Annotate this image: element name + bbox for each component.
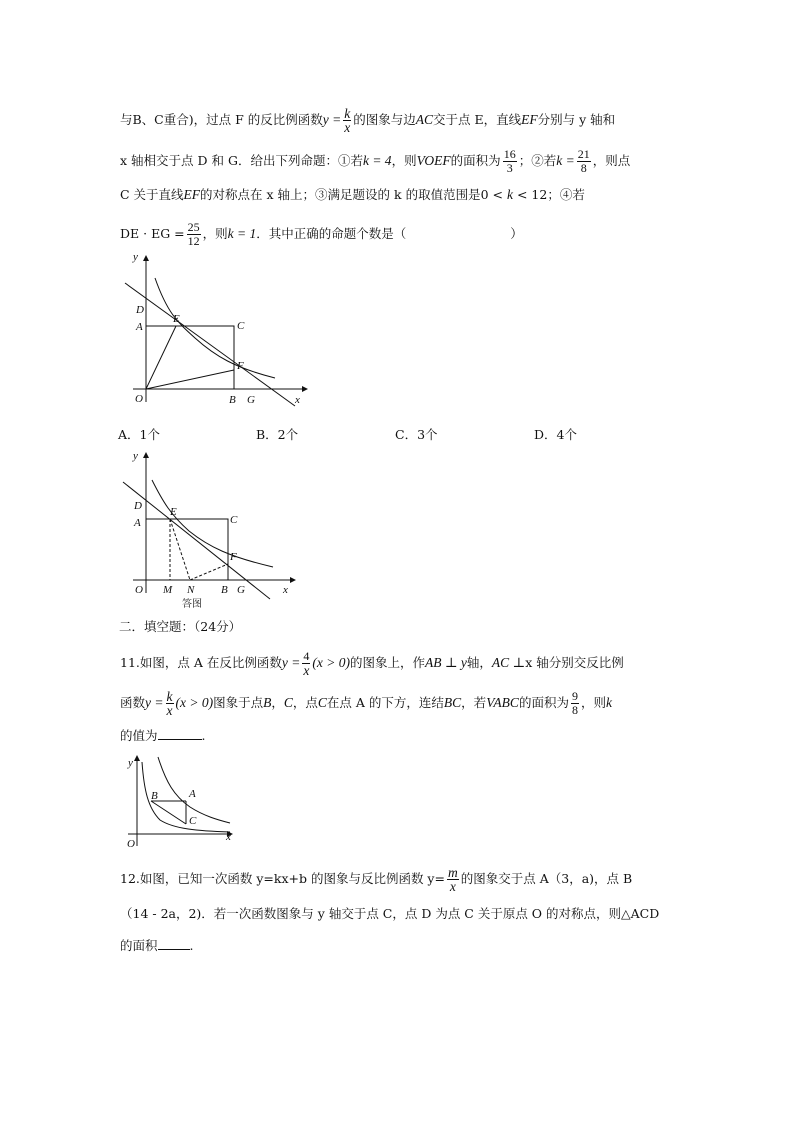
q11-line-3: 的值为 . xyxy=(120,728,206,743)
label-f: F xyxy=(230,551,237,563)
fraction: $\frac{4}{x}$ xyxy=(303,649,310,678)
fraction: $\frac{9}{8}$ xyxy=(571,689,578,717)
rectangle-oabc xyxy=(146,519,228,580)
fraction: $\frac{21}{8}$ xyxy=(577,147,590,175)
label-y: y xyxy=(133,251,138,263)
q10-options xyxy=(118,425,618,445)
q11-line-2: 函数y = $\frac{k}{x}$ (x > 0)图象于点B，C，点C在点 A 的下方，连结BC，若VABC的面积为 $\frac{9}{8}$ ，则k xyxy=(120,689,612,718)
section-heading: 二．填空题：（24分） xyxy=(119,619,242,634)
label-y: y xyxy=(133,450,138,462)
q12-line-1: 12.如图，已知一次函数 y=kx+b 的图象与反比例函数 y= $\frac{m}{x}$ 的图象交于点 A（3，a)，点 B xyxy=(120,865,633,894)
segment-oe xyxy=(146,326,176,389)
label-b: B xyxy=(221,584,228,596)
label-b: B xyxy=(229,394,236,406)
q11-line-1: 11.如图，点 A 在反比例函数y = $\frac{4}{x}$ (x > 0)的图象上，作AB ⊥ y轴，AC ⊥x 轴分别交反比例 xyxy=(120,649,624,678)
label-x: x xyxy=(283,584,288,596)
q12-line-2: （14 - 2a，2)．若一次函数图象与 y 轴交于点 C，点 D 为点 C 关于原点 O 的对称点，则△ACD xyxy=(120,906,660,921)
label-c: C xyxy=(230,514,238,526)
label-d: D xyxy=(134,500,142,512)
label-c: C xyxy=(189,815,197,827)
label-x: x xyxy=(226,831,231,843)
label-b: B xyxy=(151,790,158,802)
label-x: x xyxy=(295,394,300,406)
q10-answer-figure xyxy=(115,447,315,617)
label-o: O xyxy=(135,584,143,596)
line-ef xyxy=(123,482,270,599)
dashed-en xyxy=(170,519,190,580)
fraction: $\frac{k}{x}$ xyxy=(166,689,173,718)
label-g: G xyxy=(247,394,255,406)
fraction: $\frac{16}{3}$ xyxy=(503,147,516,175)
option-b[interactable]: B．2个 xyxy=(256,427,299,442)
label-o: O xyxy=(127,838,135,850)
fraction: $\frac{25}{12}$ xyxy=(187,220,200,248)
label-f: F xyxy=(237,360,244,372)
label-a: A xyxy=(136,321,143,333)
label-d: D xyxy=(136,304,144,316)
segment-of xyxy=(146,370,234,389)
label-e: E xyxy=(170,506,177,518)
q10-line-1: 与B、C重合)，过点 F 的反比例函数y = $\frac{k}{x}$ 的图象与边AC交于点 E，直线EF分别与 y 轴和 xyxy=(120,106,616,135)
answer-blank[interactable] xyxy=(158,937,190,950)
figure-caption: 答图 xyxy=(182,599,202,610)
q10-line-3: C 关于直线EF的对称点在 x 轴上；③满足题设的 k 的取值范围是0 < k < 12；④若 xyxy=(120,187,585,202)
dashed-nf xyxy=(190,564,228,580)
q10-line-2: x 轴相交于点 D 和 G．给出下列命题：①若k = 4，则VOEF的面积为 $\frac{16}{3}$ ；②若k = $\frac{21}{8}$ ，则点 xyxy=(120,147,631,175)
hyperbola-curve xyxy=(152,480,273,567)
label-a: A xyxy=(189,788,196,800)
q11-figure xyxy=(118,752,238,852)
hyperbola-curve xyxy=(155,278,275,378)
label-g: G xyxy=(237,584,245,596)
label-m: M xyxy=(163,584,173,596)
option-a[interactable]: A．1个 xyxy=(118,427,160,442)
answer-blank[interactable] xyxy=(158,727,202,740)
label-c: C xyxy=(237,320,245,332)
label-o: O xyxy=(135,393,143,405)
option-d[interactable]: D．4个 xyxy=(534,427,577,442)
q12-line-3: 的面积 . xyxy=(120,938,194,953)
segment-bc xyxy=(151,801,186,824)
fraction: $\frac{m}{x}$ xyxy=(447,865,458,894)
fraction: $\frac{k}{x}$ xyxy=(344,106,351,135)
label-e: E xyxy=(173,313,180,325)
q10-figure-1 xyxy=(115,250,315,410)
label-y: y xyxy=(128,757,133,769)
label-n: N xyxy=(187,584,195,596)
q10-line-4: DE · EG = $\frac{25}{12}$ ，则k = 1．其中正确的命题个数是（ ） xyxy=(120,220,523,248)
option-c[interactable]: C．3个 xyxy=(395,427,438,442)
label-a: A xyxy=(134,517,141,529)
